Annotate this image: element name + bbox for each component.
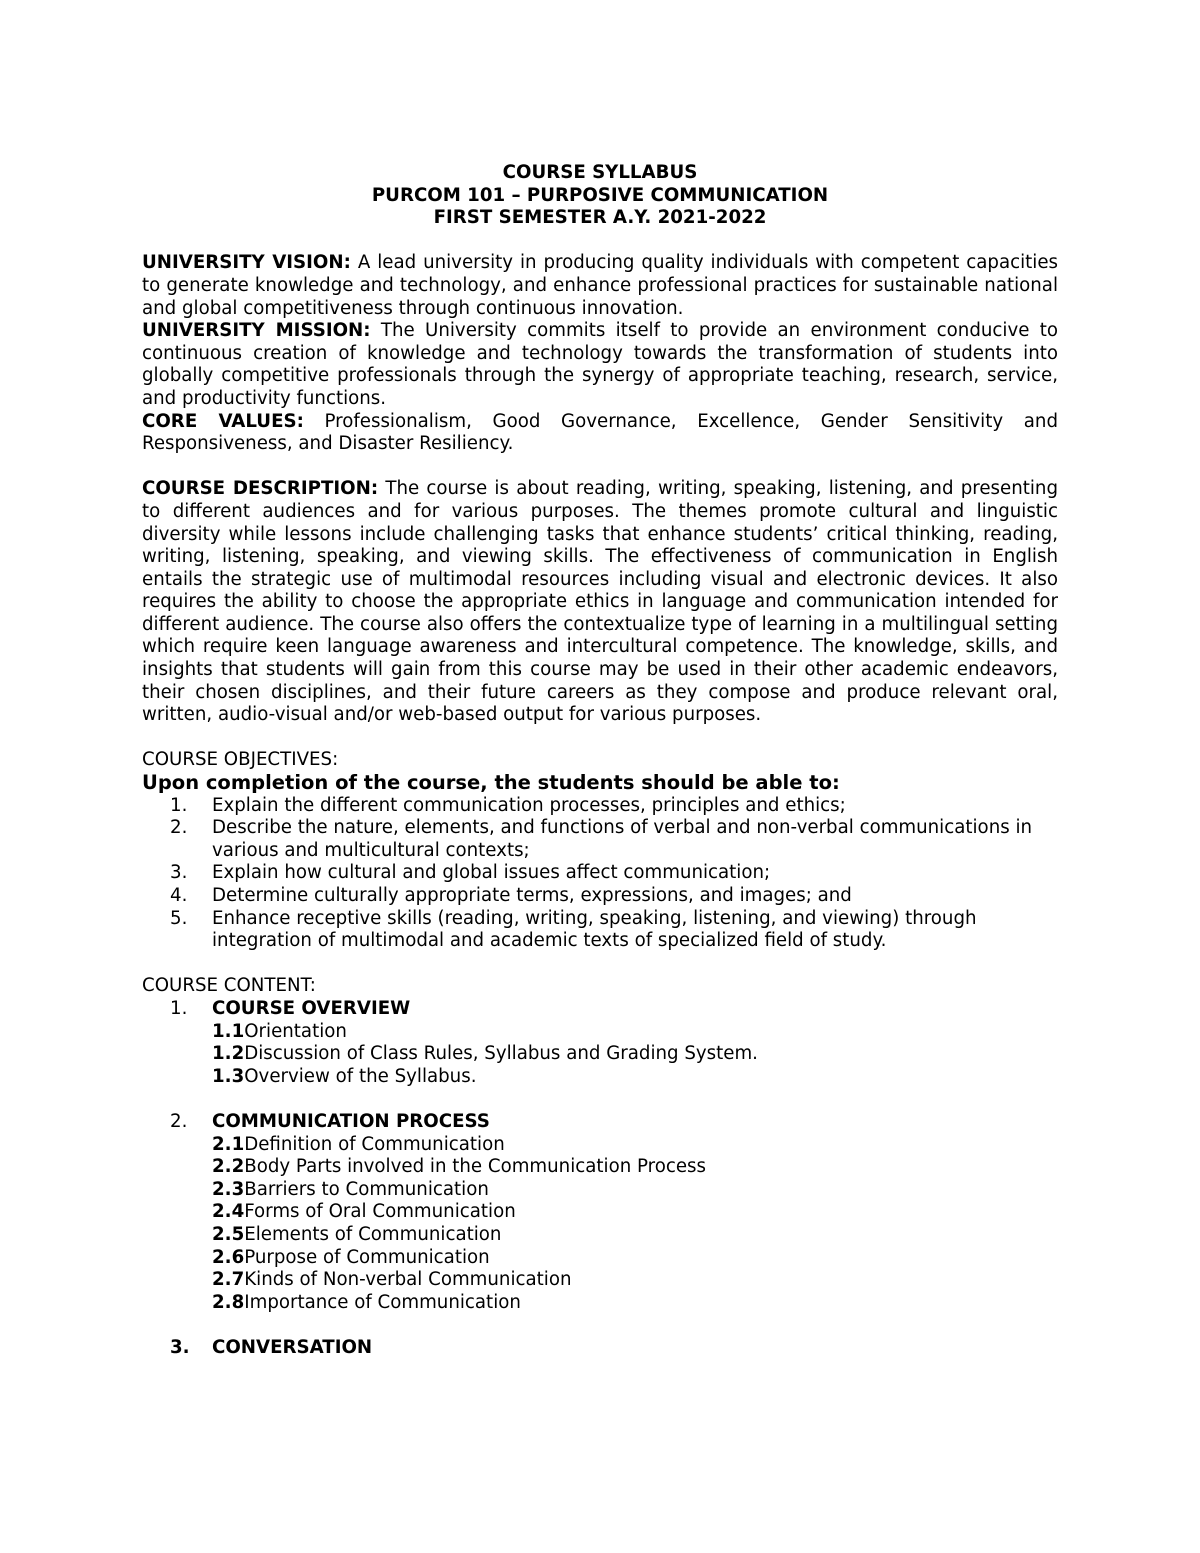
topic-number: 1.2 (212, 1043, 245, 1065)
topic-number: 2.4 (212, 1201, 245, 1223)
unit-title: CONVERSATION (212, 1336, 373, 1358)
topic-number: 2.1 (212, 1133, 245, 1155)
content-units (142, 998, 1058, 1360)
unit-topic (142, 1156, 1058, 1179)
content-heading: COURSE CONTENT: (142, 975, 316, 997)
university-vision (142, 252, 1058, 320)
topic-number: 2.2 (212, 1156, 245, 1178)
objective-item (142, 862, 1058, 885)
objectives-list (142, 795, 1058, 953)
description-text: The course is about reading, writing, speaking, listening, and presenting to different audiences and for various purposes. The themes promote cultural and linguistic diversity while lessons include challenging tasks that enhance students’ critical thinking, reading, writing, listening, speaking, and viewing skills. The effectiveness of communication in English entails the strategic use of multimodal resources including visual and electronic devices. It also requires the ability to choose the appropriate ethics in language and communication intended for different audience. The course also offers the contextualize type of learning in a multilingual setting which require keen language awareness and intercultural competence. The knowledge, skills, and insights that students will gain from this course may be used in their other academic endeavors, their chosen disciplines, and their future careers as they compose and produce relevant oral, written, audio-visual and/or web-based output for various purposes. (142, 478, 1058, 726)
topic-number: 2.8 (212, 1291, 245, 1313)
mission-label: UNIVERSITY MISSION: (142, 320, 371, 342)
objective-text: Explain the different communication processes, principles and ethics; (212, 794, 846, 816)
objective-number: 5. (170, 907, 188, 929)
unit-topic (142, 1269, 1058, 1292)
objective-number: 2. (170, 817, 188, 839)
topic-text: Overview of the Syllabus. (244, 1065, 477, 1087)
university-mission (142, 320, 1058, 410)
unit-number: 2. (170, 1110, 188, 1132)
topic-text: Kinds of Non-verbal Communication (244, 1269, 572, 1291)
unit-topic (142, 1066, 1058, 1089)
content-unit (142, 1337, 1058, 1360)
topic-text: Barriers to Communication (244, 1178, 489, 1200)
topic-number: 2.7 (212, 1269, 245, 1291)
core-values-text: Professionalism, Good Governance, Excellence, Gender Sensitivity and Responsiveness, and Disaster Resiliency. (142, 410, 1058, 455)
objective-number: 4. (170, 885, 188, 906)
topic-number: 2.5 (212, 1223, 245, 1245)
unit-topic (142, 1021, 1058, 1044)
topic-number: 1.3 (212, 1065, 245, 1087)
unit-topic (142, 1043, 1058, 1066)
topic-text: Orientation (244, 1020, 347, 1042)
unit-topic (142, 1201, 1058, 1224)
core-values-label: CORE VALUES: (142, 410, 304, 432)
core-values (142, 411, 1058, 456)
topic-text: Elements of Communication (244, 1223, 502, 1245)
title-course: PURCOM 101 – PURPOSIVE COMMUNICATION (371, 184, 829, 206)
unit-topic (142, 1179, 1058, 1202)
course-description (142, 478, 1058, 727)
objectives-heading: COURSE OBJECTIVES: (142, 749, 339, 771)
unit-title: COMMUNICATION PROCESS (212, 1110, 490, 1132)
unit-topic (142, 1292, 1058, 1315)
objective-text: Describe the nature, elements, and functions of verbal and non-verbal communications in various and multicultural contexts; (212, 817, 1033, 861)
unit-title: COURSE OVERVIEW (212, 997, 411, 1019)
topic-text: Forms of Oral Communication (244, 1201, 516, 1223)
unit-number: 3. (170, 1336, 190, 1358)
objective-item (142, 817, 1058, 862)
topic-number: 1.1 (212, 1020, 245, 1042)
vision-text: A lead university in producing quality individuals with competent capacities to generate knowledge and technology, and enhance professional practices for sustainable national and global competitiveness through continuous innovation. (142, 252, 1059, 319)
unit-number: 1. (170, 997, 188, 1019)
objective-item (142, 885, 1058, 908)
unit-topic (142, 1134, 1058, 1157)
objective-item (142, 795, 1058, 818)
unit-topic (142, 1247, 1058, 1270)
mission-text: The University commits itself to provide an environment conducive to continuous creation of knowledge and technology towards the transformation of students into globally competitive professionals through the synergy of appropriate teaching, research, service, and productivity functions. (142, 320, 1058, 409)
description-label: COURSE DESCRIPTION: (142, 478, 379, 500)
title-syllabus: COURSE SYLLABUS (502, 162, 698, 183)
topic-text: Definition of Communication (244, 1133, 505, 1155)
objective-text: Explain how cultural and global issues affect communication; (212, 862, 771, 884)
vision-label: UNIVERSITY VISION: (142, 252, 351, 274)
objectives-intro: Upon completion of the course, the students should be able to: (142, 771, 840, 795)
syllabus-page (142, 162, 1058, 1359)
title-semester: FIRST SEMESTER A.Y. 2021-2022 (433, 207, 767, 229)
topic-text: Discussion of Class Rules, Syllabus and Grading System. (244, 1043, 758, 1065)
objective-number: 1. (170, 794, 188, 816)
objective-item (142, 908, 1058, 953)
topic-text: Body Parts involved in the Communication Process (244, 1156, 707, 1178)
content-unit (142, 998, 1058, 1021)
objective-number: 3. (170, 862, 188, 884)
objective-text: Determine culturally appropriate terms, expressions, and images; and (212, 885, 852, 906)
topic-number: 2.3 (212, 1178, 245, 1200)
content-unit (142, 1111, 1058, 1134)
objective-text: Enhance receptive skills (reading, writing, speaking, listening, and viewing) through integration of multimodal and academic texts of specialized field of study. (212, 907, 977, 952)
topic-text: Purpose of Communication (244, 1246, 490, 1268)
topic-number: 2.6 (212, 1246, 245, 1268)
topic-text: Importance of Communication (244, 1291, 521, 1313)
unit-topic (142, 1224, 1058, 1247)
